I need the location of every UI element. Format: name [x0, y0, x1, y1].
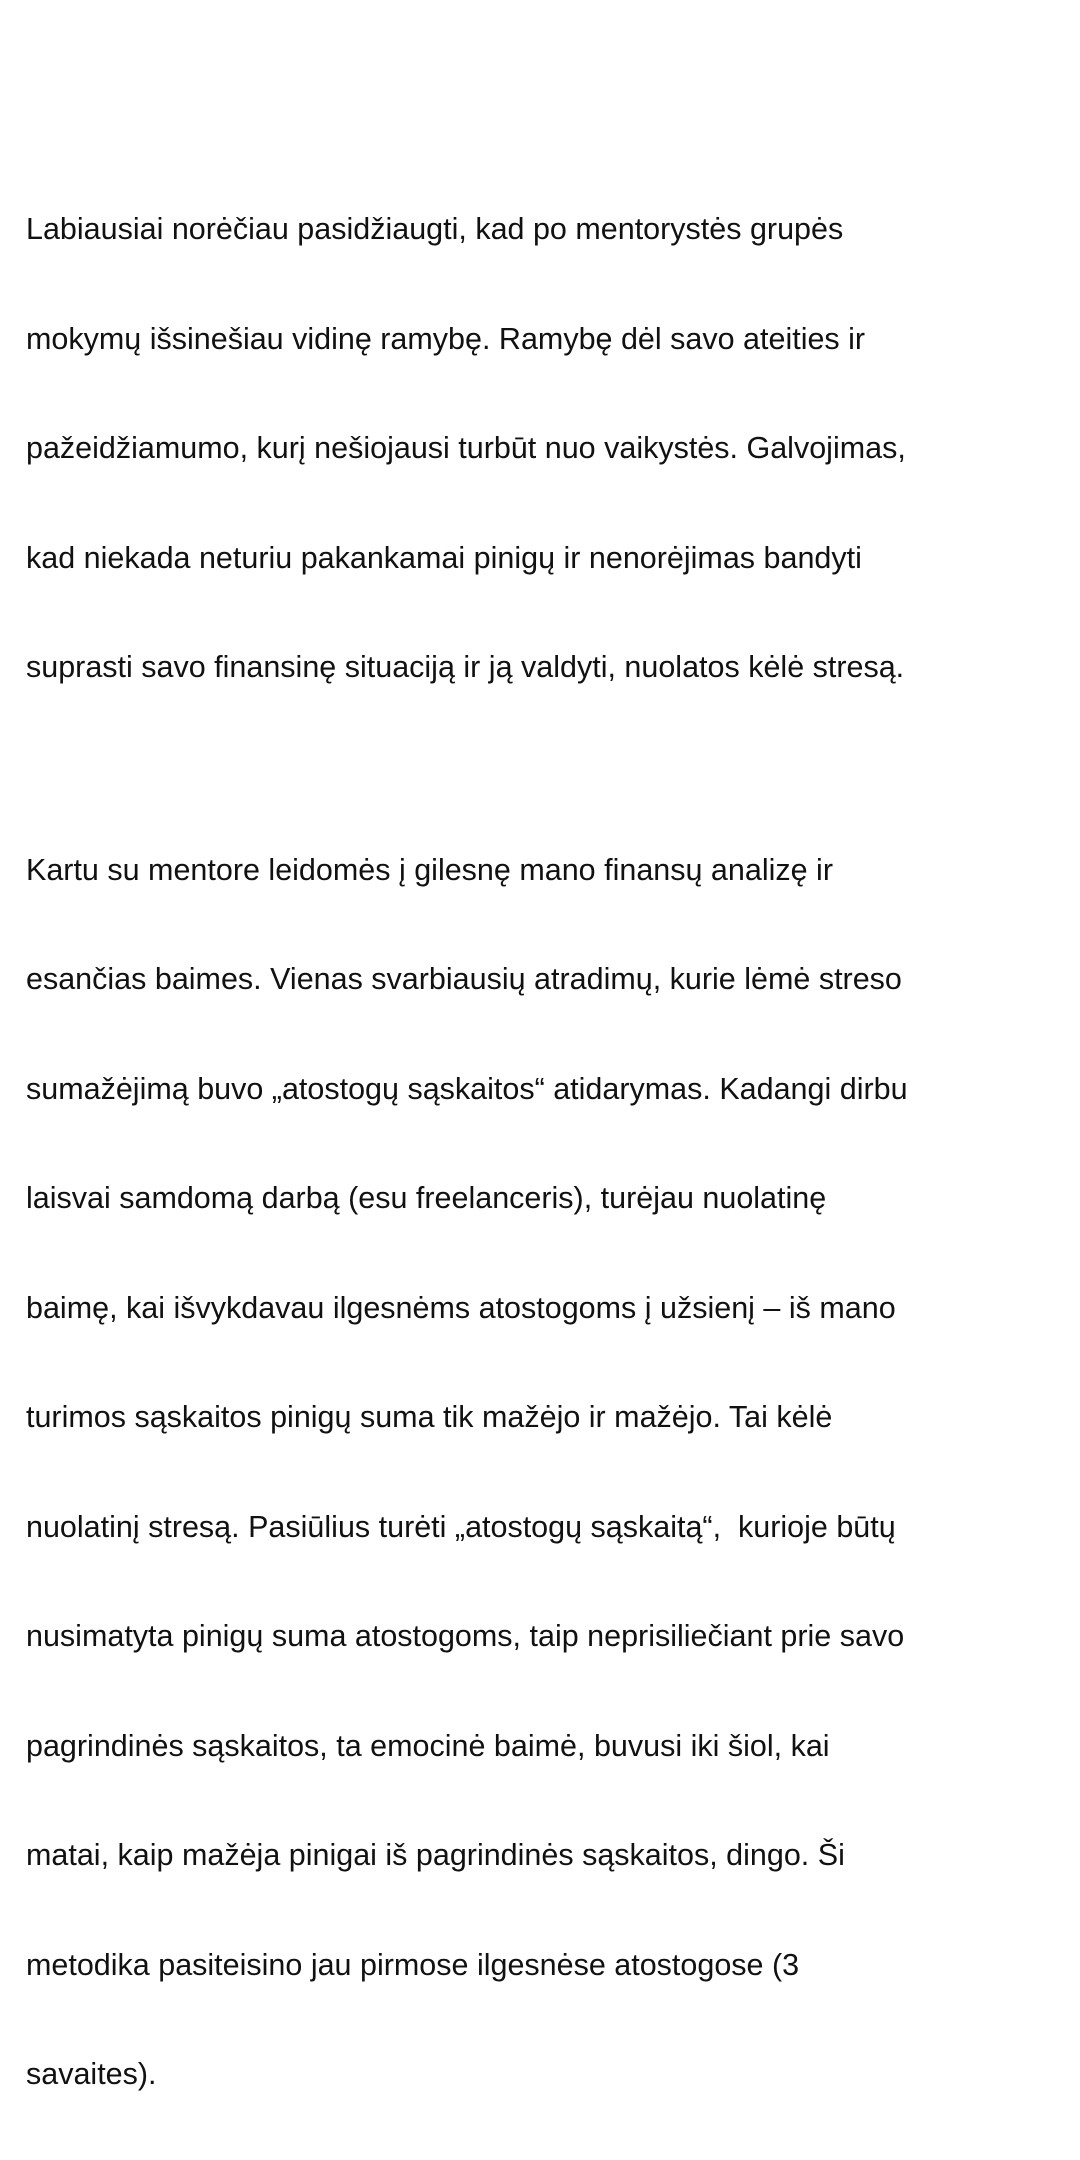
testimonial-text — [26, 138, 1066, 2160]
paragraph-1 — [26, 138, 1066, 759]
paragraph-2-line-3: sumažėjimą buvo „atostogų sąskaitos“ atidarymas. Kadangi dirbu — [26, 1071, 1066, 1108]
paragraph-1-line-2: mokymų išsinešiau vidinę ramybę. Ramybę dėl savo ateities ir — [26, 321, 1066, 358]
paragraph-1-line-4: kad niekada neturiu pakankamai pinigų ir nenorėjimas bandyti — [26, 540, 1066, 577]
paragraph-2-line-12: savaites). — [26, 2056, 1066, 2093]
paragraph-2-line-2: esančias baimes. Vienas svarbiausių atradimų, kurie lėmė streso — [26, 961, 1066, 998]
paragraph-2-line-1: Kartu su mentore leidomės į gilesnę mano finansų analizę ir — [26, 852, 1066, 889]
paragraph-1-line-1: Labiausiai norėčiau pasidžiaugti, kad po mentorystės grupės — [26, 211, 1066, 248]
paragraph-2 — [26, 779, 1066, 2160]
paragraph-2-line-7: nuolatinį stresą. Pasiūlius turėti „atostogų sąskaitą“, kurioje būtų — [26, 1509, 1066, 1546]
paragraph-2-line-8: nusimatyta pinigų suma atostogoms, taip neprisiliečiant prie savo — [26, 1618, 1066, 1655]
paragraph-2-line-5: baimę, kai išvykdavau ilgesnėms atostogoms į užsienį – iš mano — [26, 1290, 1066, 1327]
paragraph-1-line-5: suprasti savo finansinę situaciją ir ją valdyti, nuolatos kėlė stresą. — [26, 649, 1066, 686]
paragraph-2-line-4: laisvai samdomą darbą (esu freelanceris), turėjau nuolatinę — [26, 1180, 1066, 1217]
paragraph-1-line-3: pažeidžiamumo, kurį nešiojausi turbūt nuo vaikystės. Galvojimas, — [26, 430, 1066, 467]
paragraph-2-line-6: turimos sąskaitos pinigų suma tik mažėjo ir mažėjo. Tai kėlė — [26, 1399, 1066, 1436]
paragraph-2-line-9: pagrindinės sąskaitos, ta emocinė baimė, buvusi iki šiol, kai — [26, 1728, 1066, 1765]
paragraph-2-line-10: matai, kaip mažėja pinigai iš pagrindinės sąskaitos, dingo. Ši — [26, 1837, 1066, 1874]
paragraph-2-line-11: metodika pasiteisino jau pirmose ilgesnėse atostogose (3 — [26, 1947, 1066, 1984]
